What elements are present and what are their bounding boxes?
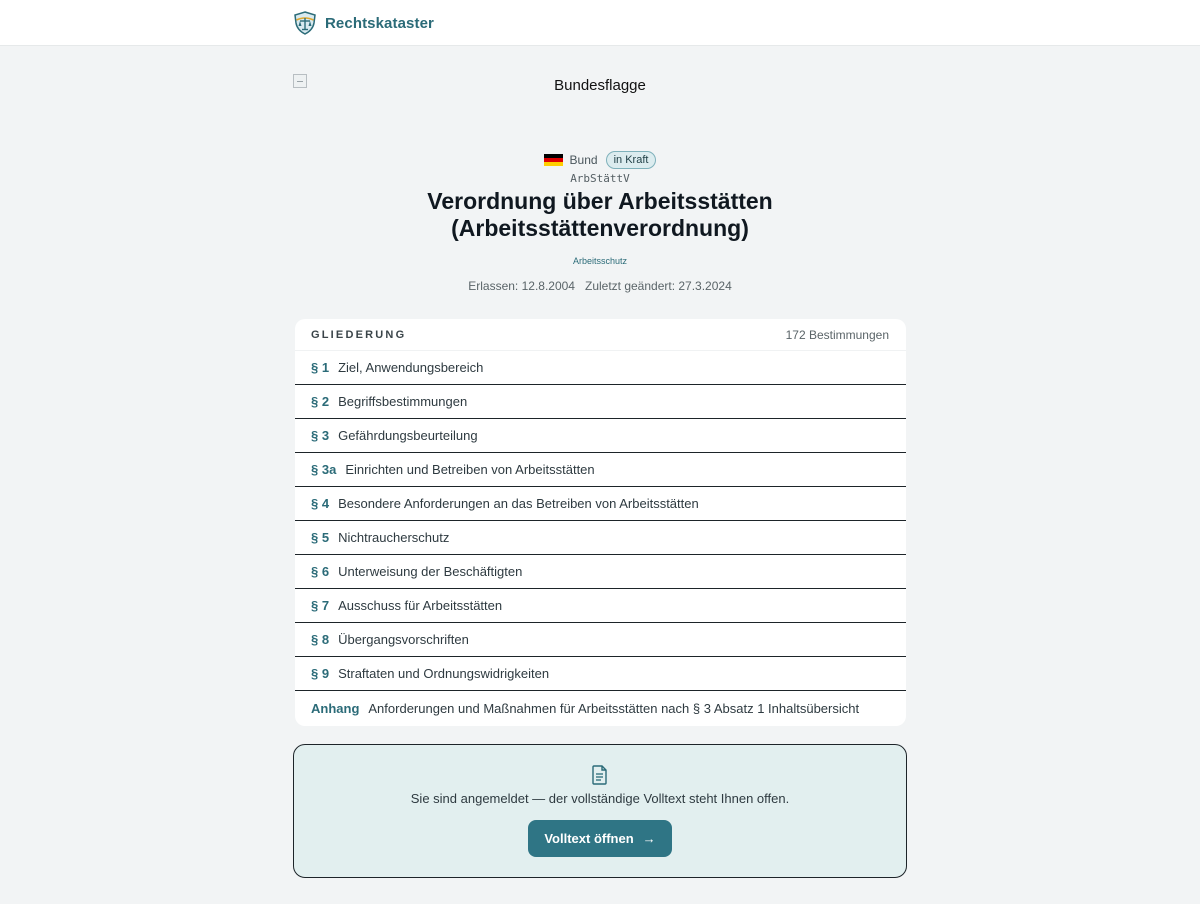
shield-scales-icon [293,11,317,35]
toc-item-number: § 7 [311,598,330,613]
arrow-right-icon: → [642,831,656,846]
brand-link[interactable] [293,11,434,35]
toc-item[interactable] [295,521,906,555]
toc-item[interactable] [295,623,906,657]
top-bar [0,0,1200,46]
header-image-alt: Bundesflagge [554,76,646,94]
toc-item-number: Anhang [311,700,360,716]
toc-item-label: Ausschuss für Arbeitsstätten [338,598,503,613]
status-badge: in Kraft [606,151,657,169]
jurisdiction-label: Bund [569,153,598,167]
law-abbreviation: ArbStättV [570,172,630,185]
toc-item-label: Besondere Anforderungen an das Betreiben von Arbeitsstätten [338,496,699,511]
toc-header [295,319,906,351]
toc-item[interactable] [295,385,906,419]
toc-item-number: § 9 [311,666,330,681]
toc-item-label: Unterweisung der Beschäftigten [338,564,523,579]
toc-item[interactable] [295,453,906,487]
document-icon [591,765,609,785]
table-of-contents [295,319,906,726]
toc-item[interactable] [295,419,906,453]
toc-item-label: Anforderungen und Maßnahmen für Arbeitsstätten nach § 3 Absatz 1 Inhaltsübersicht [368,700,860,716]
flag-stripe-gold [544,162,563,166]
toc-item-label: Nichtraucherschutz [338,530,450,545]
toc-item[interactable] [295,351,906,385]
toc-item-label: Übergangsvorschriften [338,632,469,647]
toc-item[interactable] [295,657,906,691]
open-fulltext-button[interactable] [528,820,672,857]
toc-item-number: § 1 [311,360,330,375]
toc-item[interactable] [295,487,906,521]
broken-image-icon [293,74,307,88]
page-title: Verordnung über Arbeitsstätten (Arbeitsstättenverordnung) [427,188,773,241]
toc-item-number: § 2 [311,394,330,409]
toc-item-number: § 5 [311,530,330,545]
toc-item[interactable] [295,555,906,589]
toc-count: 172 Bestimmungen [785,327,889,342]
brand-name: Rechtskataster [325,14,434,32]
toc-item-number: § 3a [311,462,337,477]
toc-item-number: § 8 [311,632,330,647]
toc-item-number: § 6 [311,564,330,579]
header-image [293,74,907,96]
toc-item-number: § 3 [311,428,330,443]
law-dates [0,279,1200,293]
category-tag[interactable]: Arbeitsschutz [572,256,628,266]
enacted-date: Erlassen: 12.8.2004 [468,279,575,293]
toc-item-number: § 4 [311,496,330,511]
toc-item-label: Begriffsbestimmungen [338,394,468,409]
toc-item[interactable] [295,691,906,725]
toc-item-label: Straftaten und Ordnungswidrigkeiten [338,666,550,681]
toc-item-label: Gefährdungsbeurteilung [338,428,478,443]
toc-item-label: Einrichten und Betreiben von Arbeitsstätten [345,462,595,477]
de-flag-icon [544,154,563,166]
toc-item[interactable] [295,589,906,623]
law-meta [0,150,1200,170]
toc-title: GLIEDERUNG [311,328,407,341]
fulltext-callout [293,744,907,878]
open-fulltext-label: Volltext öffnen [544,831,634,846]
toc-item-label: Ziel, Anwendungsbereich [338,360,484,375]
fulltext-message: Sie sind angemeldet — der vollständige Volltext steht Ihnen offen. [410,791,790,806]
amended-date: Zuletzt geändert: 27.3.2024 [584,279,732,293]
